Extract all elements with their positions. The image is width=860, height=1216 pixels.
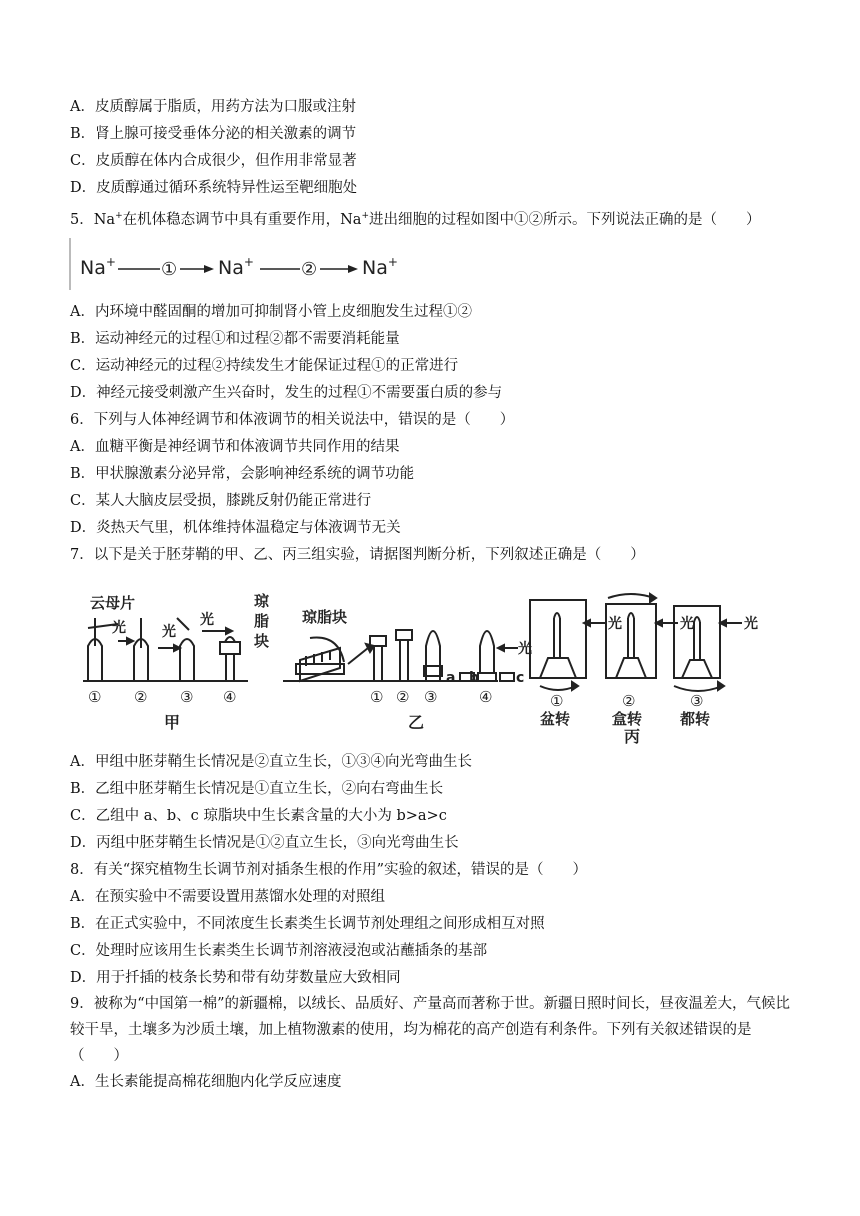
- svg-text:块: 块: [254, 632, 270, 650]
- svg-text:光: 光: [744, 616, 758, 632]
- q6-option-a: A．血糖平衡是神经调节和体液调节共同作用的结果: [70, 439, 400, 455]
- q7-option-c: C．乙组中 a、b、c 琼脂块中生长素含量的大小为 b>a>c: [70, 808, 447, 824]
- q4-option-c: C．皮质醇在体内合成很少，但作用非常显著: [70, 153, 357, 169]
- svg-text:琼脂块: 琼脂块: [302, 608, 348, 626]
- coleoptile-experiment-diagram: [78, 578, 758, 746]
- q6-option-b: B．甲状腺激素分泌异常，会影响神经系统的调节功能: [70, 466, 415, 482]
- svg-text:④: ④: [223, 688, 237, 706]
- svg-text:盆转: 盆转: [540, 710, 571, 728]
- q6-option-c: C．某人大脑皮层受损，膝跳反射仍能正常进行: [70, 493, 372, 509]
- svg-text:②: ②: [396, 688, 410, 706]
- q8-option-b: B．在正式实验中，不同浓度生长素类生长调节剂处理组之间形成相互对照: [70, 916, 545, 932]
- svg-text:丙: 丙: [624, 727, 641, 746]
- q8-option-d: D．用于扦插的枝条长势和带有幼芽数量应大致相同: [70, 970, 401, 986]
- svg-text:②: ②: [134, 688, 148, 706]
- q7-option-d: D．丙组中胚芽鞘生长情况是①②直立生长，③向光弯曲生长: [70, 835, 459, 851]
- svg-text:①: ①: [370, 688, 384, 706]
- q5-option-d: D．神经元接受刺激产生兴奋时，发生的过程①不需要蛋白质的参与: [70, 385, 503, 401]
- svg-text:①: ①: [88, 688, 102, 706]
- q8-option-a: A．在预实验中不需要设置用蒸馏水处理的对照组: [70, 889, 385, 905]
- svg-text:光: 光: [200, 612, 214, 628]
- na-transport-diagram: [68, 236, 408, 292]
- svg-text:脂: 脂: [254, 612, 270, 630]
- svg-text:c: c: [516, 670, 525, 686]
- svg-text:②: ②: [301, 259, 318, 280]
- q5-option-c: C．运动神经元的过程②持续发生才能保证过程①的正常进行: [70, 358, 459, 374]
- svg-text:甲: 甲: [164, 713, 181, 732]
- svg-text:④: ④: [479, 688, 493, 706]
- q5-stem: 5．Na+在机体稳态调节中具有重要作用，Na+进出细胞的过程如图中①②所示。下列说法正确的是（ ）: [70, 211, 761, 228]
- svg-text:①: ①: [550, 692, 564, 710]
- q8-option-c: C．处理时应该用生长素类生长调节剂溶液浸泡或沾蘸插条的基部: [70, 943, 488, 959]
- svg-text:盒转: 盒转: [612, 710, 643, 728]
- svg-text:a: a: [446, 670, 456, 686]
- svg-text:③: ③: [180, 688, 194, 706]
- svg-text:②: ②: [622, 692, 636, 710]
- svg-text:光: 光: [112, 620, 126, 636]
- q7-option-b: B．乙组中胚芽鞘生长情况是①直立生长，②向右弯曲生长: [70, 781, 444, 797]
- q9-stem: 9．被称为“中国第一棉”的新疆棉，以绒长、品质好、产量高而著称于世。新疆日照时间长，昼夜温差大，气候比较干旱，土壤多为沙质土壤，加上植物激素的使用，均为棉花的高产创造有利条件。下列有关叙述错误的是（ ）: [70, 996, 791, 1064]
- svg-text:云母片: 云母片: [90, 594, 136, 612]
- svg-text:Na+: Na+: [218, 255, 254, 279]
- svg-text:③: ③: [424, 688, 438, 706]
- svg-text:琼: 琼: [254, 592, 270, 610]
- q4-option-a: A．皮质醇属于脂质，用药方法为口服或注射: [70, 99, 356, 115]
- q4-option-d: D．皮质醇通过循环系统特异性运至靶细胞处: [70, 180, 358, 196]
- svg-text:Na+: Na+: [80, 255, 116, 279]
- svg-text:光: 光: [680, 616, 694, 632]
- q6-stem: 6．下列与人体神经调节和体液调节的相关说法中，错误的是（ ）: [70, 412, 515, 428]
- q7-stem: 7．以下是关于胚芽鞘的甲、乙、丙三组实验，请据图判断分析，下列叙述正确是（ ）: [70, 547, 645, 563]
- svg-text:乙: 乙: [408, 713, 425, 732]
- q4-option-b: B．肾上腺可接受垂体分泌的相关激素的调节: [70, 126, 357, 142]
- svg-text:光: 光: [518, 641, 532, 657]
- svg-text:都转: 都转: [680, 710, 711, 728]
- svg-text:光: 光: [162, 624, 176, 640]
- q6-option-d: D．炎热天气里，机体维持体温稳定与体液调节无关: [70, 520, 401, 536]
- q7-option-a: A．甲组中胚芽鞘生长情况是②直立生长，①③④向光弯曲生长: [70, 754, 472, 770]
- svg-text:③: ③: [690, 692, 704, 710]
- q8-stem: 8．有关“探究植物生长调节剂对插条生根的作用”实验的叙述，错误的是（ ）: [70, 862, 588, 878]
- svg-text:Na+: Na+: [362, 255, 398, 279]
- svg-text:光: 光: [608, 616, 622, 632]
- svg-text:①: ①: [161, 259, 178, 280]
- q5-option-b: B．运动神经元的过程①和过程②都不需要消耗能量: [70, 331, 400, 347]
- svg-text:b: b: [469, 670, 480, 686]
- q5-option-a: A．内环境中醛固酮的增加可抑制肾小管上皮细胞发生过程①②: [70, 304, 472, 320]
- q9-option-a: A．生长素能提高棉花细胞内化学反应速度: [70, 1074, 342, 1090]
